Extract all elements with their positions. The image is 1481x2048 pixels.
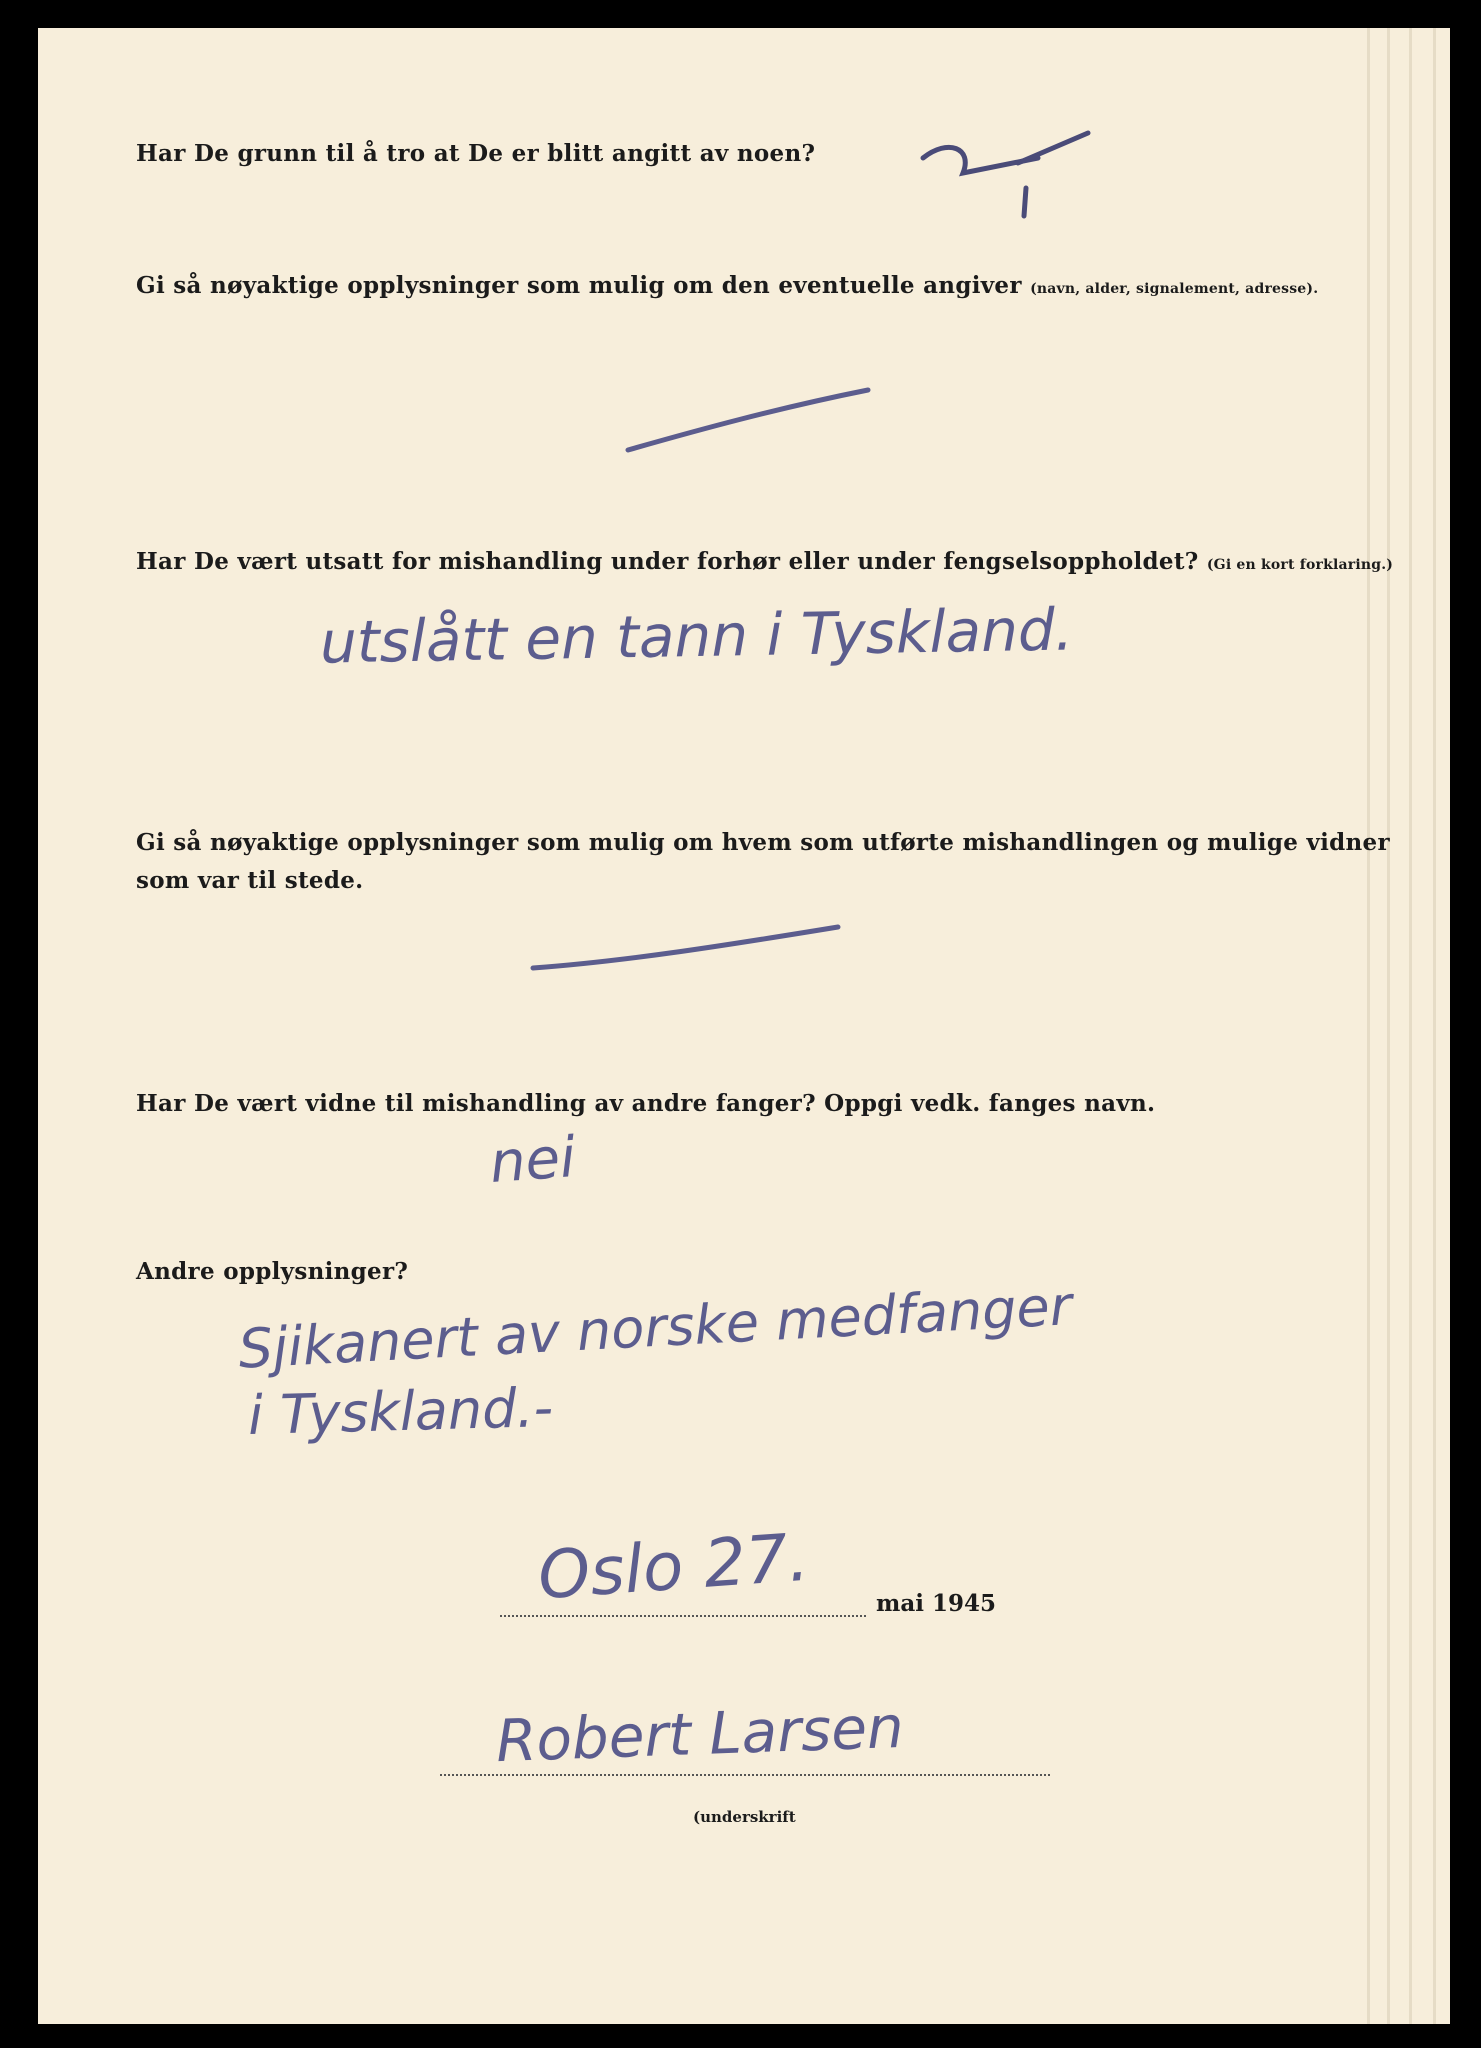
date-dotted-line bbox=[500, 1615, 866, 1617]
handwritten-answer-q6-line2: i Tyskland.- bbox=[247, 1376, 554, 1447]
answer-mark-q1 bbox=[918, 128, 1118, 238]
question-main-text: Har De vært utsatt for mishandling under forhør eller under fengselsoppholdet? bbox=[136, 548, 1199, 575]
question-perpetrators-witnesses: Gi så nøyaktige opplysninger som mulig om hvem som utførte mishandlingen og mulige vidner som var til stede. bbox=[136, 829, 1390, 894]
form-page bbox=[38, 28, 1450, 2024]
paper-edge-line bbox=[1367, 28, 1370, 2024]
paper-edge-line bbox=[1409, 28, 1412, 2024]
handwritten-answer-q6-line1: Sjikanert av norske medfanger bbox=[236, 1274, 1074, 1381]
dash-answer-q2 bbox=[618, 368, 878, 458]
handwritten-signature: Robert Larsen bbox=[494, 1692, 905, 1776]
handwritten-answer-q5: nei bbox=[487, 1125, 578, 1196]
question-witnessed-others: Har De vært vidne til mishandling av andre fanger? Oppgi vedk. fanges navn. bbox=[136, 1090, 1156, 1117]
handwritten-answer-q3: utslått en tann i Tyskland. bbox=[319, 595, 1074, 677]
handwritten-place-date: Oslo 27. bbox=[535, 1518, 812, 1615]
question-denounced: Har De grunn til å tro at De er blitt angitt av noen? bbox=[136, 140, 816, 167]
question-note: (navn, alder, signalement, adresse). bbox=[1030, 281, 1319, 297]
paper-edge-line bbox=[1387, 28, 1390, 2024]
signature-caption: (underskrift bbox=[693, 1808, 796, 1826]
signature-dotted-line bbox=[440, 1774, 1050, 1776]
question-informant-details bbox=[136, 272, 1318, 299]
dash-answer-q4 bbox=[528, 903, 848, 983]
question-note: (Gi en kort forklaring.) bbox=[1206, 557, 1394, 573]
paper-edge-line bbox=[1433, 28, 1436, 2024]
date-suffix: mai 1945 bbox=[876, 1590, 996, 1617]
question-other-info: Andre opplysninger? bbox=[136, 1258, 409, 1285]
question-main-text: Gi så nøyaktige opplysninger som mulig om den eventuelle angiver bbox=[136, 272, 1022, 299]
question-mistreatment bbox=[136, 548, 1393, 575]
